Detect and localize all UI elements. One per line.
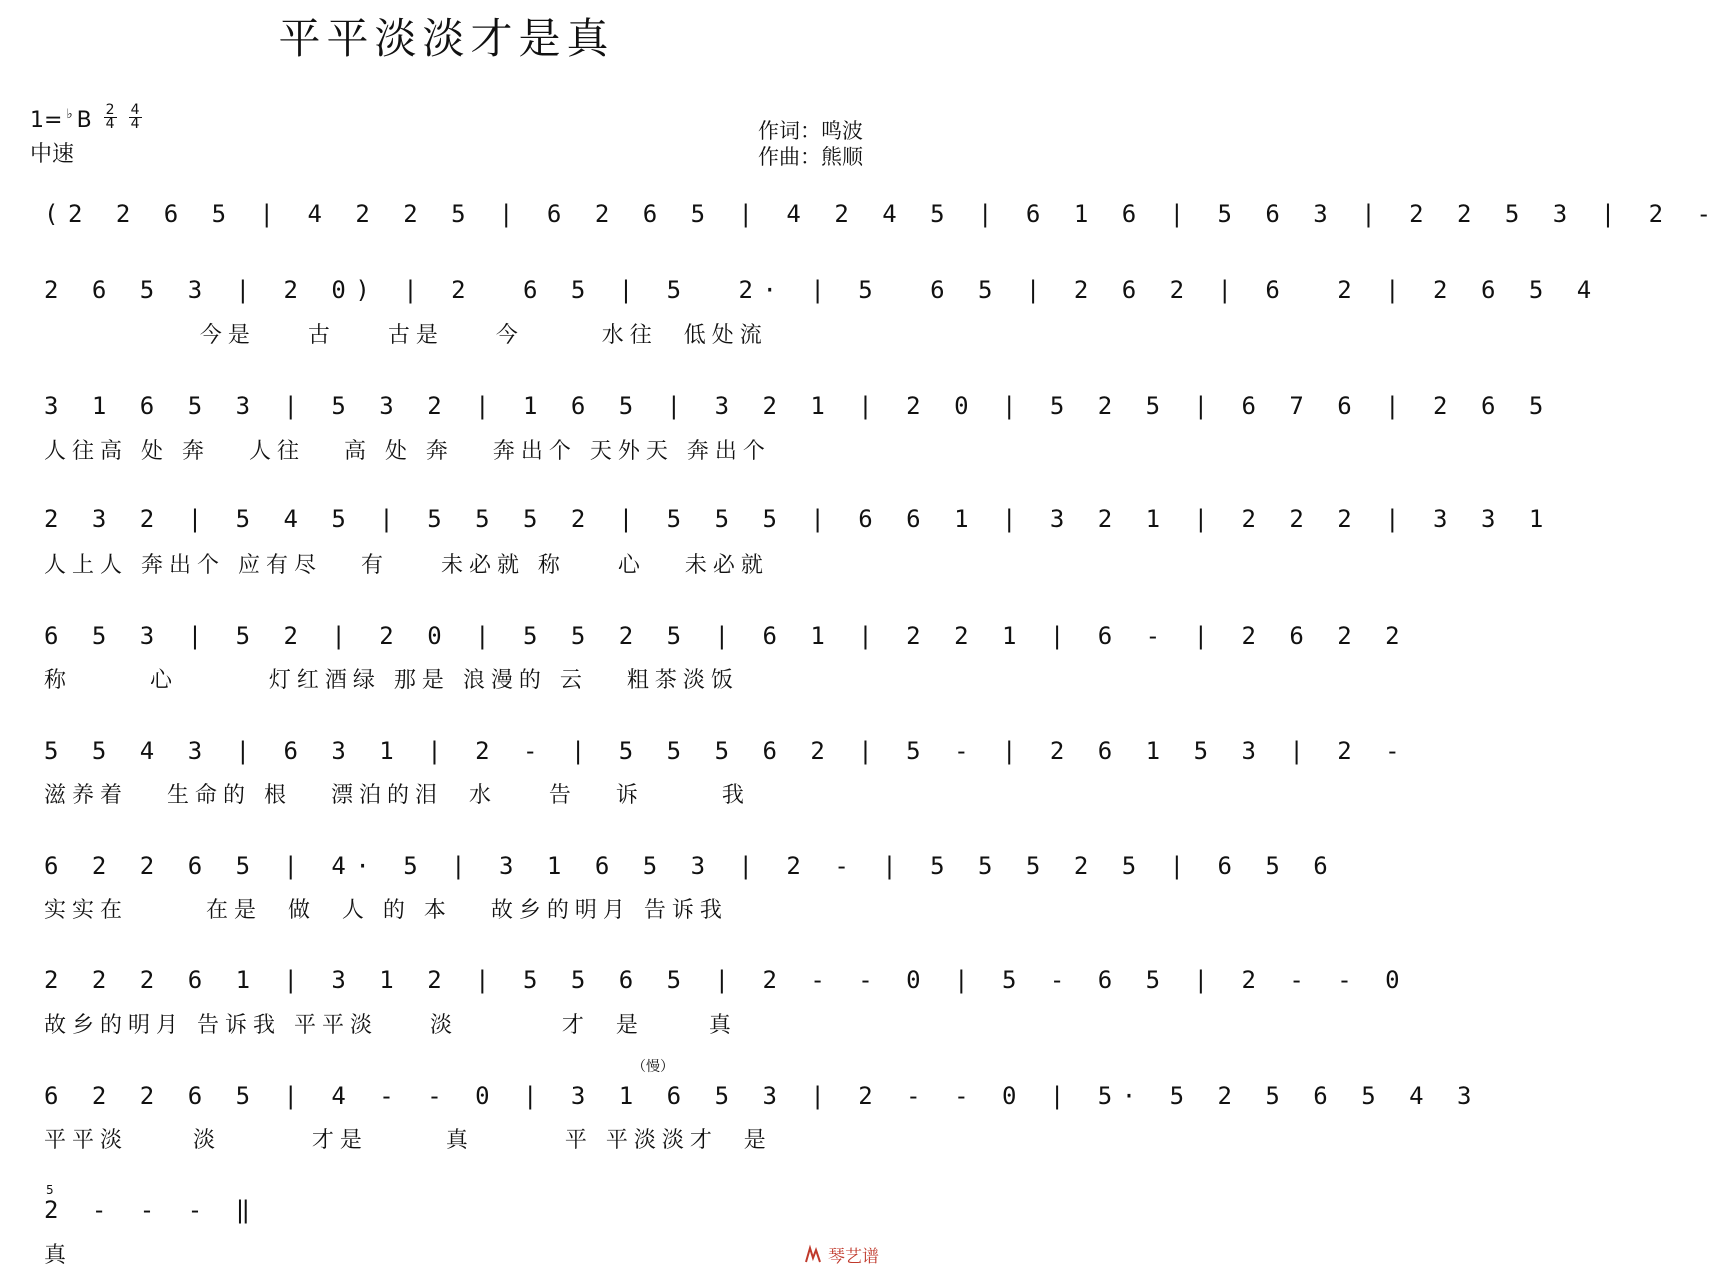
lyrics-line-7: 实实在 在是 做 人 的 本 故乡的明月 告诉我	[44, 898, 728, 923]
lyrics-line-6: 滋养着 生命的 根 漂泊的泪 水 告 诉 我	[44, 783, 750, 808]
time-a-denominator: 4	[105, 116, 115, 132]
notes-line-9: 6 2 2 6 5 | 4 - - 0 | 3 1 6 5 3 | 2 - - 0 | 5· 5 2 5 6 5 4 3	[44, 1082, 1481, 1110]
brand-watermark	[804, 1242, 879, 1267]
lyrics-line-3: 人往高 处 奔 人往 高 处 奔 奔出个 天外天 奔出个	[44, 439, 771, 464]
lyrics-line-8: 故乡的明月 告诉我 平平淡 淡 才 是 真	[44, 1013, 737, 1038]
notes-line-3: 3 1 6 5 3 | 5 3 2 | 1 6 5 | 3 2 1 | 2 0 | 5 2 5 | 6 7 6 | 2 6 5	[44, 392, 1553, 420]
notes-line-1: (2 2 6 5 | 4 2 2 5 | 6 2 6 5 | 4 2 4 5 | 6 1 6 | 5 6 3 | 2 2 5 3 | 2 -	[44, 200, 1720, 228]
notes-line-6: 5 5 4 3 | 6 3 1 | 2 - | 5 5 5 6 2 | 5 - | 2 6 1 5 3 | 2 -	[44, 737, 1410, 765]
brand-text: 琴艺谱	[828, 1247, 879, 1267]
time-b-numerator: 4	[130, 102, 140, 118]
lyrics-line-9: 平平淡 淡 才是 真 平 平淡淡才 是	[44, 1128, 772, 1153]
grace-note: 5	[46, 1183, 54, 1197]
composer: 作曲：熊顺	[758, 145, 863, 169]
tempo-marking: 中速	[30, 142, 75, 167]
notes-line-4: 2 3 2 | 5 4 5 | 5 5 5 2 | 5 5 5 | 6 6 1 | 3 2 1 | 2 2 2 | 3 3 1	[44, 505, 1553, 533]
brand-logo-icon	[804, 1246, 824, 1264]
time-a-numerator: 2	[105, 102, 115, 118]
time-b-denominator: 4	[130, 116, 140, 132]
notes-line-2: 2 6 5 3 | 2 0) | 2 6 5 | 5 2· | 5 6 5 | 2 6 2 | 6 2 | 2 6 5 4	[44, 276, 1601, 304]
lyrics-line-4: 人上人 奔出个 应有尽 有 未必就 称 心 未必就	[44, 553, 769, 578]
lyrics-line-5: 称 心 灯红酒绿 那是 浪漫的 云 粗茶淡饭	[44, 668, 739, 693]
flat-sign: ♭	[66, 107, 73, 122]
page-title: 平平淡淡才是真	[278, 14, 615, 63]
key-prefix: 1=	[30, 108, 63, 133]
slow-tempo-mark: （慢）	[632, 1059, 674, 1075]
notes-line-7: 6 2 2 6 5 | 4· 5 | 3 1 6 5 3 | 2 - | 5 5 5 2 5 | 6 5 6	[44, 852, 1338, 880]
notes-line-10: 2 - - - ‖	[44, 1196, 260, 1224]
key-note: B	[76, 108, 92, 133]
notes-line-8: 2 2 2 6 1 | 3 1 2 | 5 5 6 5 | 2 - - 0 | 5 - 6 5 | 2 - - 0	[44, 966, 1410, 994]
lyrics-line-2: 今是 古 古是 今 水往 低处流	[44, 323, 768, 348]
lyricist: 作词：鸣波	[758, 119, 863, 143]
notes-line-5: 6 5 3 | 5 2 | 2 0 | 5 5 2 5 | 6 1 | 2 2 1 | 6 - | 2 6 2 2	[44, 622, 1410, 650]
lyrics-line-10: 真	[44, 1243, 73, 1268]
